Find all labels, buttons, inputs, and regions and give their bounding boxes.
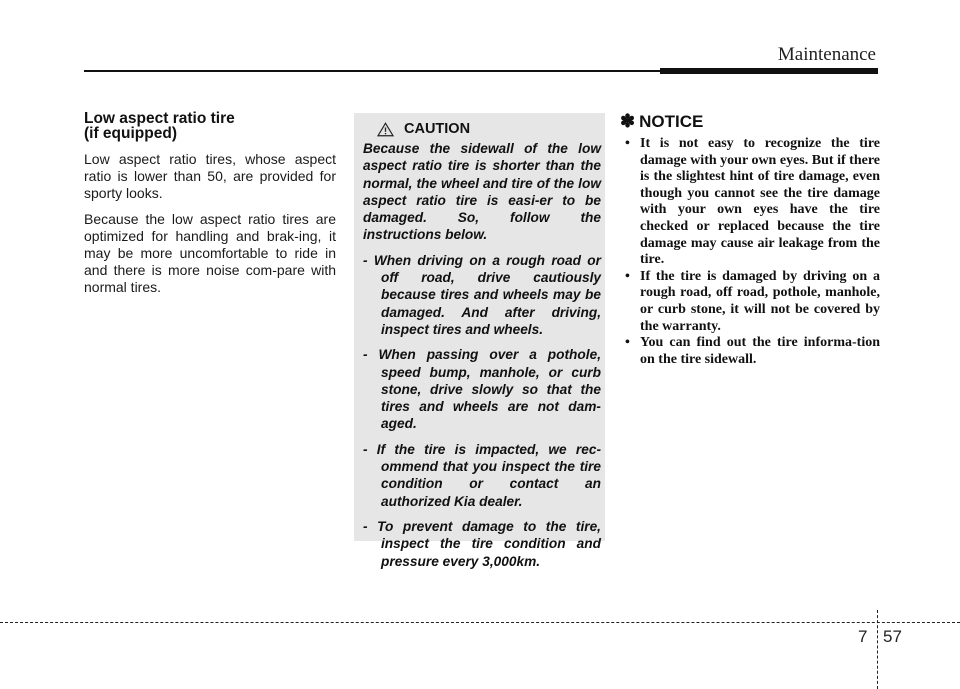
- caution-item: - When driving on a rough road or off road, drive cautiously because tires and wheels may be damaged. And after driving, inspect tires and wheels.: [363, 252, 601, 337]
- notice-item: [620, 269, 880, 335]
- footer-separator: [877, 610, 878, 689]
- notice-item-text: You can find out the tire informa-tion on the tire sidewall.: [640, 335, 880, 367]
- caution-intro: Because the sidewall of the low aspect ratio tire is shorter than the normal, the wheel and tire of the low aspect ratio tire is easi-er to be damaged. So, follow the instructions below.: [363, 141, 601, 243]
- body-paragraph-2: Because the low aspect ratio tires are optimized for handling and brak-ing, it may be more uncomfortable to ride in and there is more noise com-pare with normal tires.: [84, 210, 336, 296]
- section-title: Maintenance: [777, 44, 876, 65]
- header-rule: [84, 70, 660, 72]
- notice-section: [620, 111, 880, 368]
- notice-header: [620, 111, 880, 132]
- notice-star-icon: ✽: [620, 111, 636, 131]
- caution-box: [354, 113, 605, 569]
- notice-item: [620, 335, 880, 368]
- body-paragraph-1: Low aspect ratio tires, whose aspect ratio is lower than 50, are provided for sporty looks.: [84, 151, 336, 202]
- caution-header: [363, 121, 601, 137]
- notice-item-text: It is not easy to recognize the tire damage with your own eyes. But if there is the slightest hint of tire damage, even though you cannot see the tire damage with your own eyes have the tire checked or replaced because the tire damage may cause air leakage from the tire.: [640, 136, 880, 268]
- notice-label: NOTICE: [639, 111, 704, 131]
- footer-rule: [0, 622, 960, 623]
- low-aspect-section: [84, 111, 336, 305]
- page-number: 57: [883, 627, 902, 646]
- bullet-icon: •: [625, 268, 630, 284]
- header-rule-accent: [660, 68, 878, 74]
- section-heading: [84, 111, 336, 141]
- caution-label: CAUTION: [404, 121, 471, 137]
- notice-list: [620, 136, 880, 368]
- notice-item: [620, 136, 880, 269]
- caution-item: - If the tire is impacted, we rec-ommend that you inspect the tire condition or contact an authorized Kia dealer.: [363, 441, 601, 509]
- notice-item-text: If the tire is damaged by driving on a rough road, off road, pothole, manhole, or curb stone, it will not be covered by the warranty.: [640, 268, 880, 334]
- caution-item: - To prevent damage to the tire, inspect the tire condition and pressure every 3,000km.: [363, 518, 601, 569]
- heading-line-1: Low aspect ratio tire: [84, 110, 235, 127]
- bullet-icon: •: [625, 335, 630, 351]
- caution-item: - When passing over a pothole, speed bump, manhole, or curb stone, drive slowly so that the tires and wheels are not dam-aged.: [363, 347, 601, 432]
- bullet-icon: •: [625, 136, 630, 151]
- chapter-number: 7: [858, 627, 868, 646]
- warning-triangle-icon: [377, 122, 394, 137]
- heading-line-2: (if equipped): [84, 125, 177, 142]
